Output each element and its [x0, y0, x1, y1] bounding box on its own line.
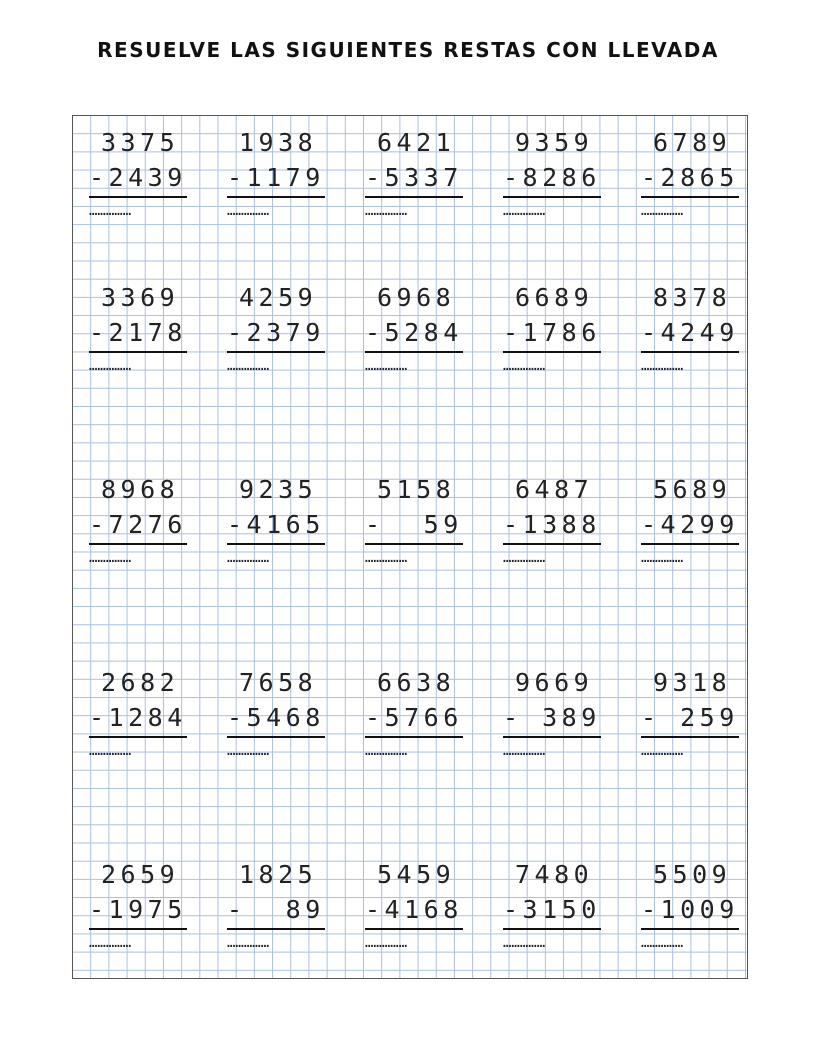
minuend: 3369 — [101, 283, 180, 312]
answer-line[interactable]: …………… — [641, 358, 684, 374]
answer-line[interactable]: …………… — [227, 550, 270, 566]
subtraction-problem — [89, 471, 199, 567]
subtraction-problem — [641, 279, 751, 375]
subtrahend: -3150 — [503, 894, 601, 930]
subtrahend: -2379 — [227, 317, 325, 353]
minuend: 9318 — [653, 668, 732, 697]
graph-paper-grid — [72, 115, 748, 979]
minuend: 5509 — [653, 860, 732, 889]
minuend: 5158 — [377, 475, 456, 504]
answer-line[interactable]: …………… — [503, 743, 546, 759]
answer-line[interactable]: …………… — [227, 743, 270, 759]
subtraction-problem — [89, 856, 199, 952]
answer-line[interactable]: …………… — [641, 743, 684, 759]
subtrahend: -1179 — [227, 162, 325, 198]
answer-line[interactable]: …………… — [503, 358, 546, 374]
subtraction-problem — [503, 471, 613, 567]
subtraction-problem — [365, 856, 475, 952]
answer-line[interactable]: …………… — [89, 743, 132, 759]
answer-line[interactable]: …………… — [89, 358, 132, 374]
subtrahend: - 259 — [641, 702, 739, 738]
subtrahend: - 89 — [227, 894, 325, 930]
subtraction-problem — [227, 856, 337, 952]
minuend: 5459 — [377, 860, 456, 889]
answer-line[interactable]: …………… — [227, 935, 270, 951]
minuend: 1825 — [239, 860, 318, 889]
subtraction-problem — [641, 664, 751, 760]
answer-line[interactable]: …………… — [641, 550, 684, 566]
subtraction-problem — [227, 471, 337, 567]
subtraction-problem — [365, 664, 475, 760]
subtraction-problem — [227, 279, 337, 375]
subtrahend: -4165 — [227, 509, 325, 545]
answer-line[interactable]: …………… — [365, 358, 408, 374]
subtrahend: -2865 — [641, 162, 739, 198]
minuend: 9669 — [515, 668, 594, 697]
answer-line[interactable]: …………… — [641, 935, 684, 951]
minuend: 1938 — [239, 128, 318, 157]
subtraction-problem — [89, 664, 199, 760]
answer-line[interactable]: …………… — [227, 358, 270, 374]
subtrahend: -8286 — [503, 162, 601, 198]
minuend: 7480 — [515, 860, 594, 889]
answer-line[interactable]: …………… — [227, 203, 270, 219]
minuend: 6789 — [653, 128, 732, 157]
subtrahend: -5337 — [365, 162, 463, 198]
subtraction-problem — [89, 279, 199, 375]
answer-line[interactable]: …………… — [89, 203, 132, 219]
subtrahend: -1009 — [641, 894, 739, 930]
subtrahend: -4249 — [641, 317, 739, 353]
subtraction-problem — [365, 471, 475, 567]
worksheet-title: RESUELVE LAS SIGUIENTES RESTAS CON LLEVADA — [97, 38, 719, 62]
answer-line[interactable]: …………… — [89, 935, 132, 951]
subtrahend: -1388 — [503, 509, 601, 545]
subtrahend: -5284 — [365, 317, 463, 353]
minuend: 3375 — [101, 128, 180, 157]
subtraction-problem — [227, 664, 337, 760]
minuend: 2682 — [101, 668, 180, 697]
subtraction-problem — [503, 856, 613, 952]
subtraction-problem — [89, 124, 199, 220]
subtrahend: -2439 — [89, 162, 187, 198]
subtraction-problem — [365, 279, 475, 375]
subtraction-problem — [641, 856, 751, 952]
subtrahend: -1786 — [503, 317, 601, 353]
subtrahend: - 389 — [503, 702, 601, 738]
answer-line[interactable]: …………… — [503, 203, 546, 219]
minuend: 2659 — [101, 860, 180, 889]
minuend: 9235 — [239, 475, 318, 504]
subtrahend: -1975 — [89, 894, 187, 930]
subtrahend: -4168 — [365, 894, 463, 930]
answer-line[interactable]: …………… — [503, 550, 546, 566]
minuend: 6421 — [377, 128, 456, 157]
minuend: 9359 — [515, 128, 594, 157]
subtraction-problem — [503, 279, 613, 375]
subtraction-problem — [641, 471, 751, 567]
minuend: 6638 — [377, 668, 456, 697]
minuend: 6968 — [377, 283, 456, 312]
minuend: 4259 — [239, 283, 318, 312]
answer-line[interactable]: …………… — [365, 203, 408, 219]
minuend: 7658 — [239, 668, 318, 697]
subtraction-problem — [503, 664, 613, 760]
minuend: 6487 — [515, 475, 594, 504]
answer-line[interactable]: …………… — [641, 203, 684, 219]
answer-line[interactable]: …………… — [503, 935, 546, 951]
subtrahend: - 59 — [365, 509, 463, 545]
minuend: 5689 — [653, 475, 732, 504]
minuend: 6689 — [515, 283, 594, 312]
minuend: 8968 — [101, 475, 180, 504]
subtraction-problem — [503, 124, 613, 220]
answer-line[interactable]: …………… — [365, 935, 408, 951]
subtrahend: -5468 — [227, 702, 325, 738]
answer-line[interactable]: …………… — [89, 550, 132, 566]
subtrahend: -1284 — [89, 702, 187, 738]
answer-line[interactable]: …………… — [365, 743, 408, 759]
subtraction-problem — [365, 124, 475, 220]
subtrahend: -4299 — [641, 509, 739, 545]
subtrahend: -7276 — [89, 509, 187, 545]
subtraction-problem — [641, 124, 751, 220]
answer-line[interactable]: …………… — [365, 550, 408, 566]
subtrahend: -5766 — [365, 702, 463, 738]
minuend: 8378 — [653, 283, 732, 312]
subtrahend: -2178 — [89, 317, 187, 353]
subtraction-problem — [227, 124, 337, 220]
